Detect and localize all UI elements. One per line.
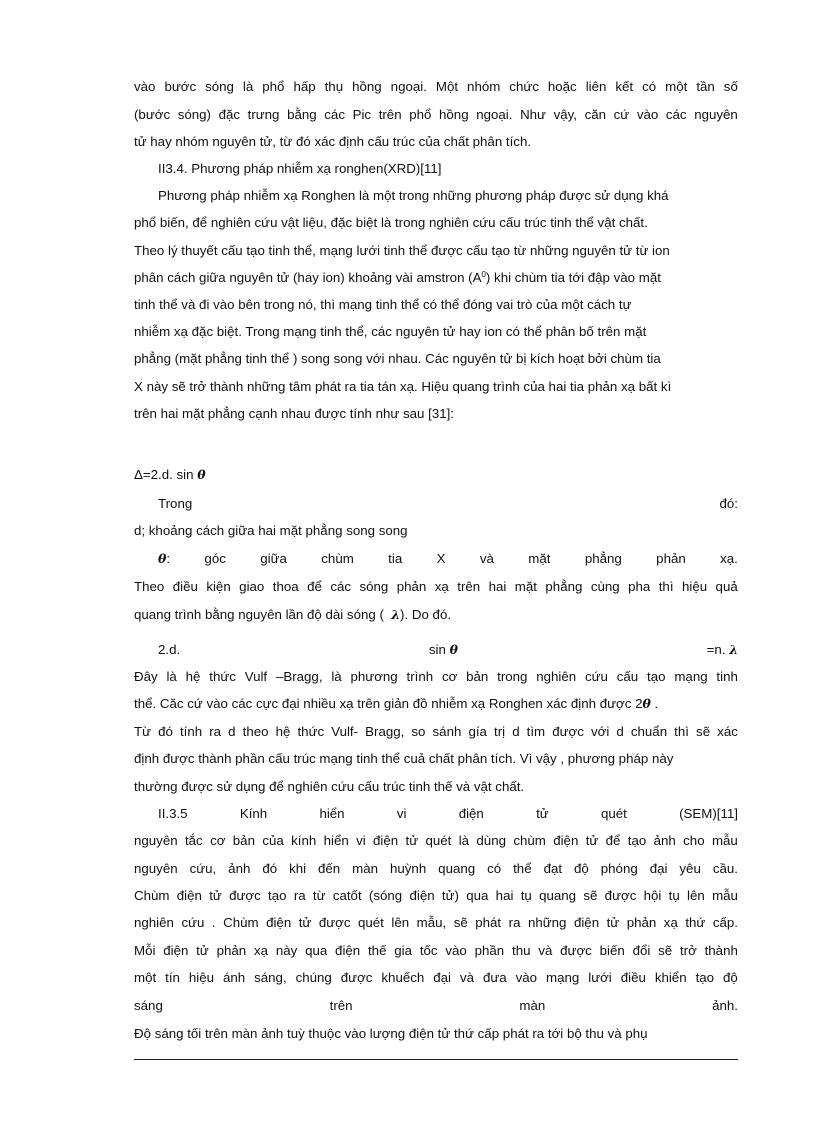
path-difference-formula: Δ=2.d. sin θ <box>134 467 206 482</box>
paragraph-line: thường được sử dụng để nghiên cứu cấu trúc tinh thế và vật chất. <box>134 779 525 794</box>
paragraph-line: quang trình bằng nguyên lần độ dài sóng ( λ). Do đó. <box>134 607 452 622</box>
paragraph-line: nhiễm xạ đặc biệt. Trong mạng tinh thể, các nguyên tử hay ion có thể phân bố trên mặt <box>134 324 647 339</box>
lambda-symbol: λ <box>729 642 738 657</box>
paragraph-line: d; khoảng cách giữa hai mặt phẳng song song <box>134 523 408 538</box>
paragraph-line: X này sẽ trở thành những tâm phát ra tia tán xạ. Hiệu quang trình của hai tia phản xạ bất kì <box>134 379 672 394</box>
paragraph-line: Mỗi điện tử phản xạ này qua điện thế gia tốc vào phần thu và được biến đổi sẽ trở thành <box>134 943 738 958</box>
section-heading-sem: II.3.5 Kính hiển vi điện tử quét (SEM)[11] <box>158 806 738 821</box>
lambda-symbol: λ <box>391 607 401 622</box>
theta-symbol: θ <box>197 467 206 482</box>
section-heading-xrd: II3.4. Phương pháp nhiễm xạ ronghen(XRD)[11] <box>158 161 442 176</box>
paragraph-line: Từ đó tính ra d theo hệ thức Vulf- Bragg, so sánh gía trị d tìm được với d chuẩn thì sẽ xác <box>134 724 738 739</box>
paragraph-line: phẳng (mặt phẳng tinh thể ) song song với nhau. Các nguyên tử bị kích hoạt bởi chùm tia <box>134 351 661 366</box>
theta-symbol: θ <box>158 551 167 566</box>
theta-definition-line: θ: góc giữa chùm tia X và mặt phẳng phản xạ. <box>158 551 738 566</box>
paragraph-line: một tín hiệu ánh sáng, chúng được khuếch đại và đưa vào mạng lưới điều khiển tạo độ <box>134 970 738 985</box>
theta-symbol: θ <box>449 642 458 657</box>
trong-do-line: Trong đó: <box>158 496 738 511</box>
paragraph-line: tử hay nhóm nguyên tử, từ đó xác định cấu trúc của chất phân tích. <box>134 134 532 149</box>
paragraph-line: Chùm điện tử được tạo ra từ catốt (sóng điện tử) qua hai tụ quang sẽ được hội tụ lên mẫu <box>134 888 738 903</box>
paragraph-line: Đây là hệ thức Vulf –Bragg, là phương trình cơ bản trong nghiên cứu cấu tạo mạng tinh <box>134 669 738 684</box>
paragraph-line: phổ biến, để nghiên cứu vật liệu, đặc biệt là trong nghiên cứu cấu trúc tinh thể vật chất. <box>134 215 648 230</box>
paragraph-line: Theo điều kiện giao thoa để các sóng phản xạ trên hai mặt phẳng cùng pha thì hiệu quả <box>134 579 738 594</box>
paragraph-line: thể. Căc cứ vào các cực đại nhiều xạ trên giản đồ nhiễm xạ Ronghen xác định được 2θ . <box>134 696 659 711</box>
footer-divider <box>134 1059 738 1060</box>
paragraph-line: nguyên tắc cơ bản của kính hiển vi điện tử quét là dùng chùm điện tử để tạo ảnh cho mẫu <box>134 833 738 848</box>
paragraph-line: nguyên cứu, ảnh đó khi đến màn huỳnh quang có thể đạt độ phóng đại yêu cầu. <box>134 861 738 876</box>
superscript-zero: 0 <box>481 270 486 279</box>
paragraph-line: Phương pháp nhiễm xạ Ronghen là một trong những phương pháp được sử dụng khá <box>158 188 669 203</box>
paragraph-line: (bước sóng) đặc trưng bằng các Pic trên phổ hồng ngoại. Như vậy, căn cứ vào các nguyên <box>134 107 738 122</box>
paragraph-line: trên hai mặt phẳng cạnh nhau được tính như sau [31]: <box>134 406 455 421</box>
paragraph-line: tinh thể và đi vào bên trong nó, thì mạng tinh thể có thể đóng vai trò của một cách tự <box>134 297 632 312</box>
paragraph-line: phân cách giữa nguyên tử (hay ion) khoảng vài amstron $(A^0)$ khi chùm tia tới đập vào mặt <box>134 270 661 285</box>
paragraph-line: nghiên cứu . Chùm điện tử được quét lên mẫu, sẽ phát ra những điện tử phản xạ thứ cấp. <box>134 915 738 930</box>
paragraph-line: vào bước sóng là phổ hấp thụ hồng ngoại. Một nhóm chức hoặc liên kết có một tần số <box>134 79 738 94</box>
paragraph-line: sáng trên màn ảnh. <box>134 998 738 1013</box>
paragraph-line: Theo lý thuyết cấu tạo tinh thể, mạng lưới tinh thể được cấu tạo từ những nguyên tử từ ion <box>134 243 670 258</box>
paragraph-line: Độ sáng tối trên màn ảnh tuỳ thuộc vào lượng điện tử thứ cấp phát ra tới bộ thu và phụ <box>134 1026 648 1041</box>
paragraph-line: định được thành phần cấu trúc mạng tinh thể cuả chất phân tích. Vì vậy , phương pháp này <box>134 751 674 766</box>
bragg-equation: 2.d. sin θ =n. λ <box>158 642 738 657</box>
theta-symbol: θ <box>642 696 651 711</box>
